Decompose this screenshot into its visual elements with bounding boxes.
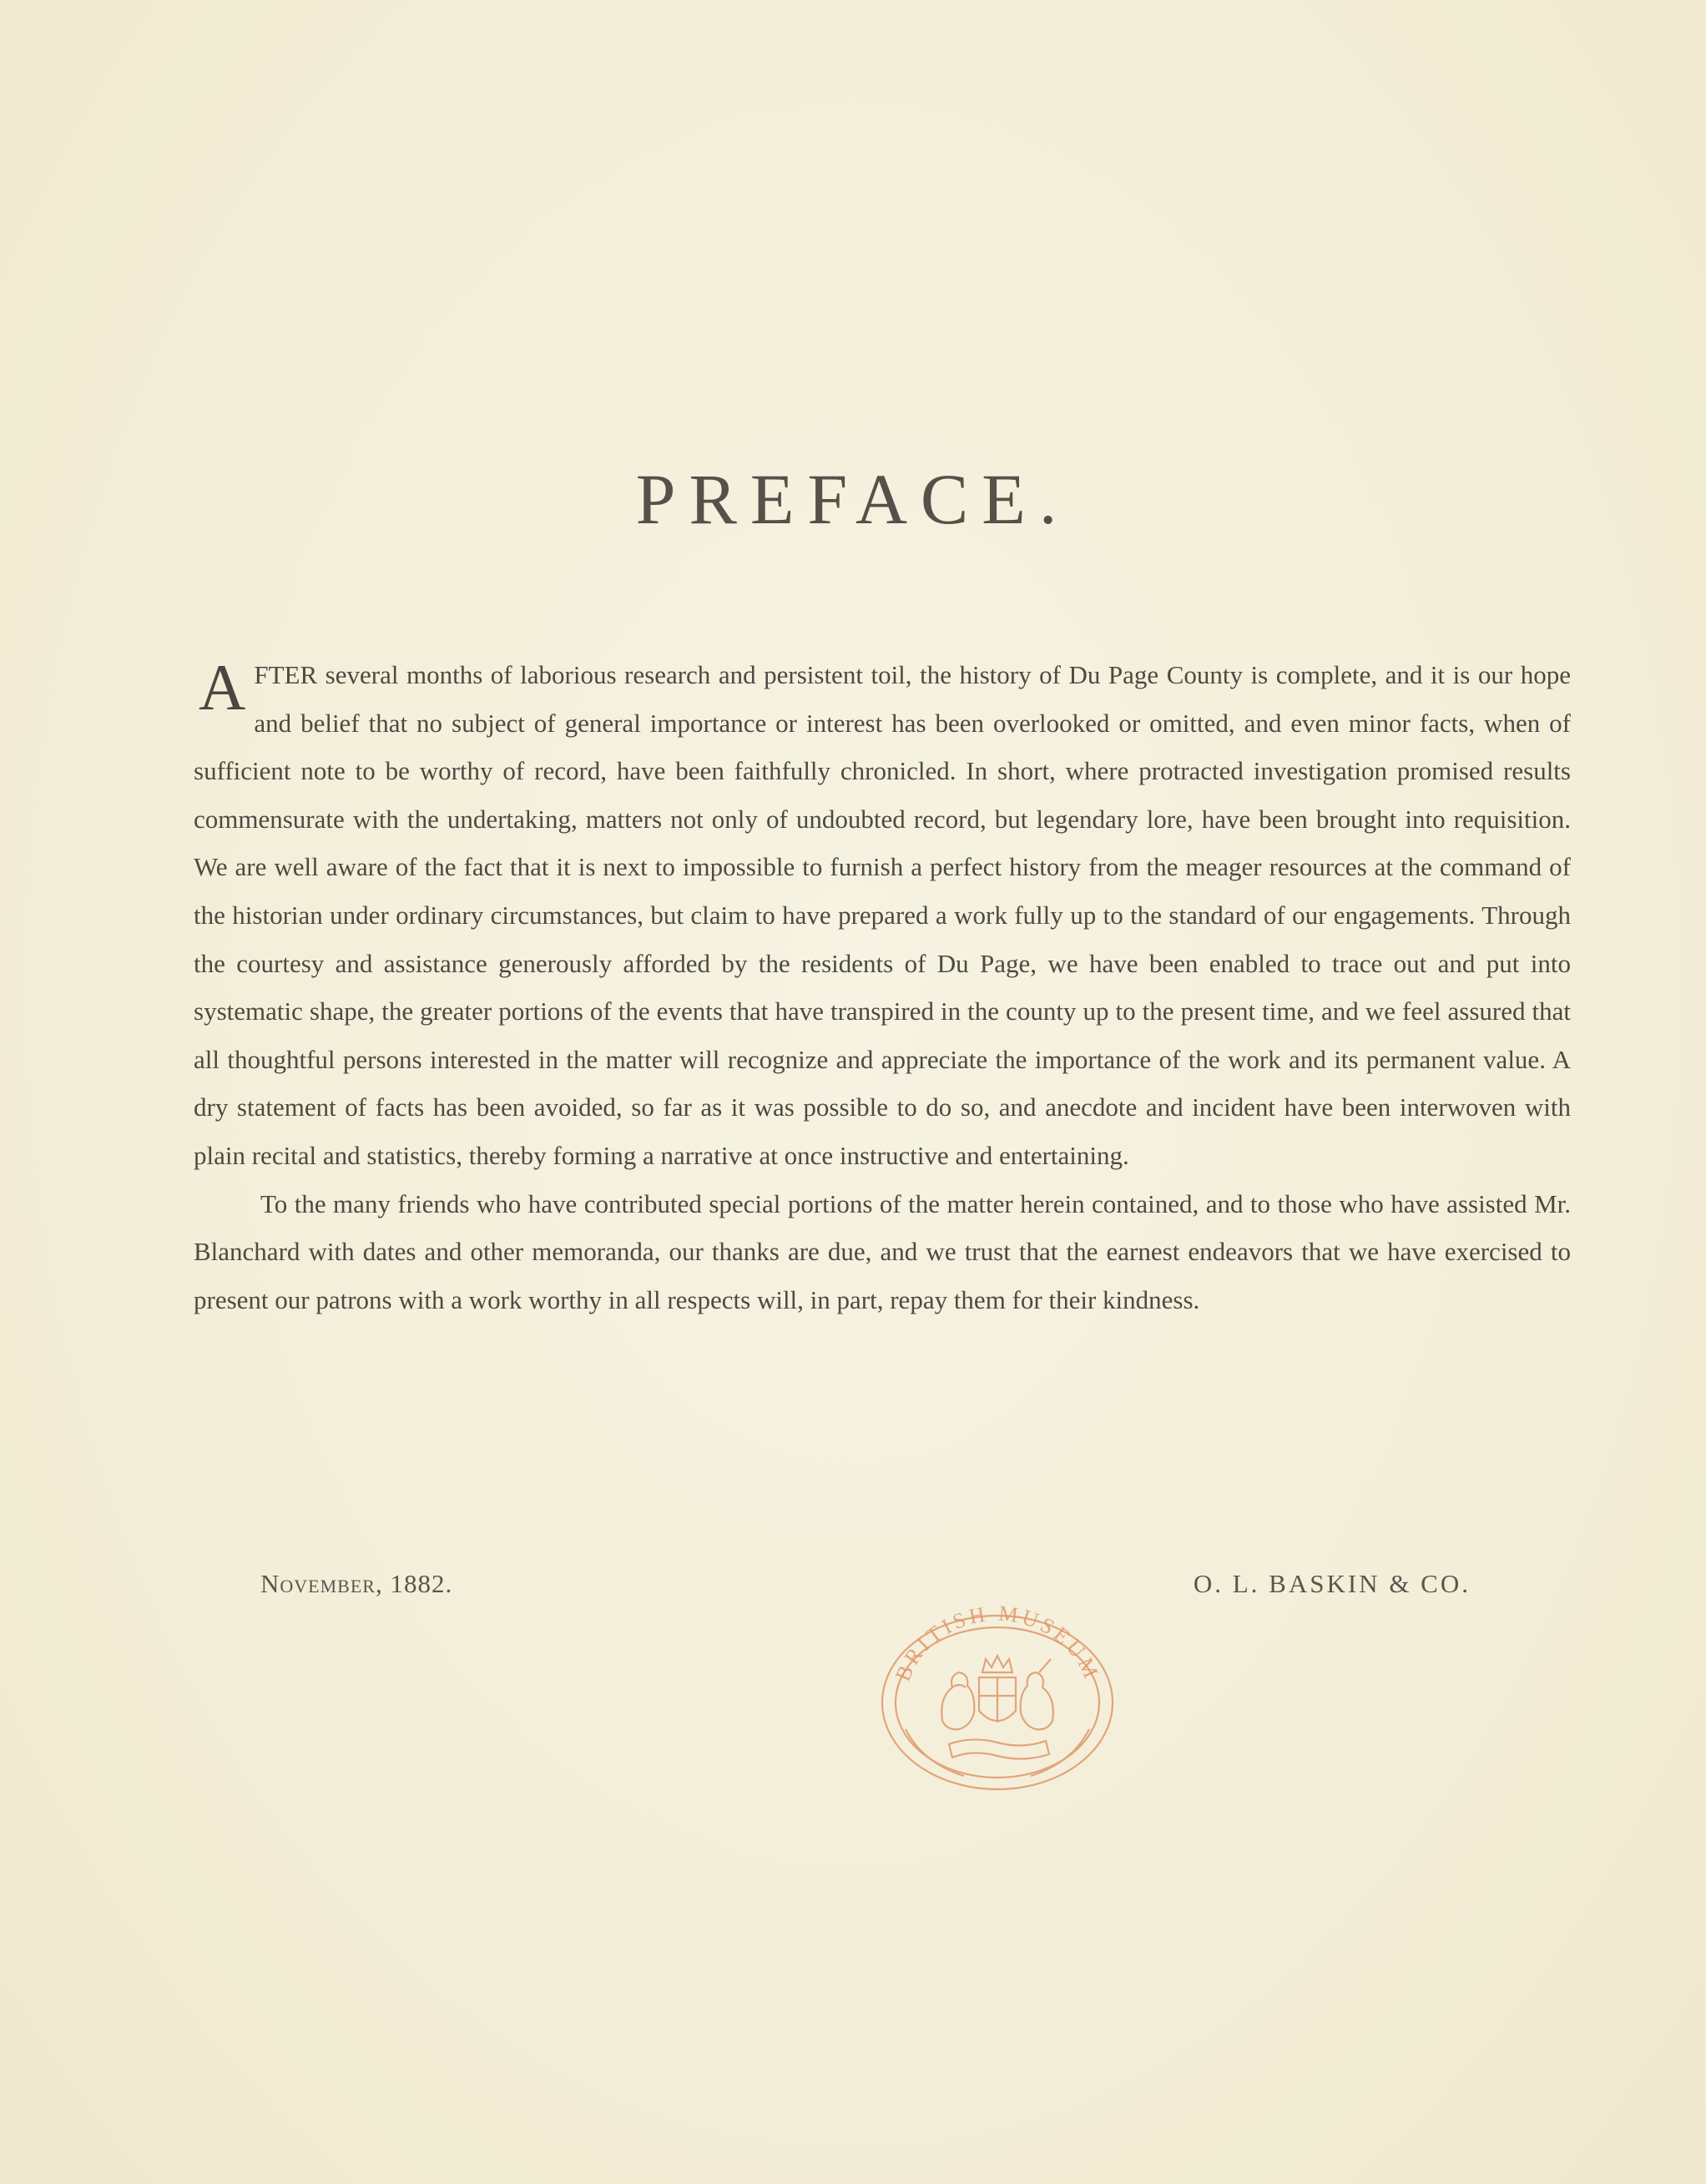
signature-row [260, 1569, 1471, 1606]
signature-date: November, 1882. [260, 1569, 453, 1598]
stamp-legend: BRITISH MUSEUM [890, 1604, 1105, 1685]
paragraph-2: To the many friends who have contributed special portions of the matter herein contained, and to those who have assisted Mr. Blanchard with dates and other memoranda, our thanks are due, and we trust that the earnest endeavors that we have exercised to present our patrons with a work worthy in all respects will, in part, repay them for their kindness. [194, 1188, 1571, 1314]
page-title: PREFACE. [635, 459, 1071, 539]
drop-cap: A [199, 651, 246, 724]
paragraph-1-text: FTER several months of laborious research and persistent toil, the history of Du Page County is complete, and it is our hope and belief that no subject of general importance or interest has been overlooked or omitted, and even minor facts, when of sufficient note to be worthy of record, have been faithfully chronicled. In short, where protracted investigation promised results commensurate with the undertaking, matters not only of undoubted record, but legendary lore, have been brought into requisition. We are well aware of the fact that it is next to impossible to furnish a perfect history from the meager resources at the command of the historian under ordinary circumstances, but claim to have prepared a work fully up to the standard of our engagements. Through the courtesy and assistance generously afforded by the residents of Du Page, we have been enabled to trace out and put into systematic shape, the greater portions of the events that have transpired in the county up to the present time, and we feel assured that all thoughtful persons interested in the matter will recognize and appreciate the importance of the work and its permanent value. A dry statement of facts has been avoided, so far as it was possible to do so, and anecdote and incident have been interwoven with plain recital and statistics, thereby forming a narrative at once instructive and entertaining. [194, 660, 1571, 1170]
signature-firm: O. L. BASKIN & CO. [1193, 1569, 1471, 1598]
paragraph-1 [194, 651, 1571, 1180]
preface-body [194, 651, 1571, 1324]
library-stamp-icon [872, 1604, 1123, 1792]
